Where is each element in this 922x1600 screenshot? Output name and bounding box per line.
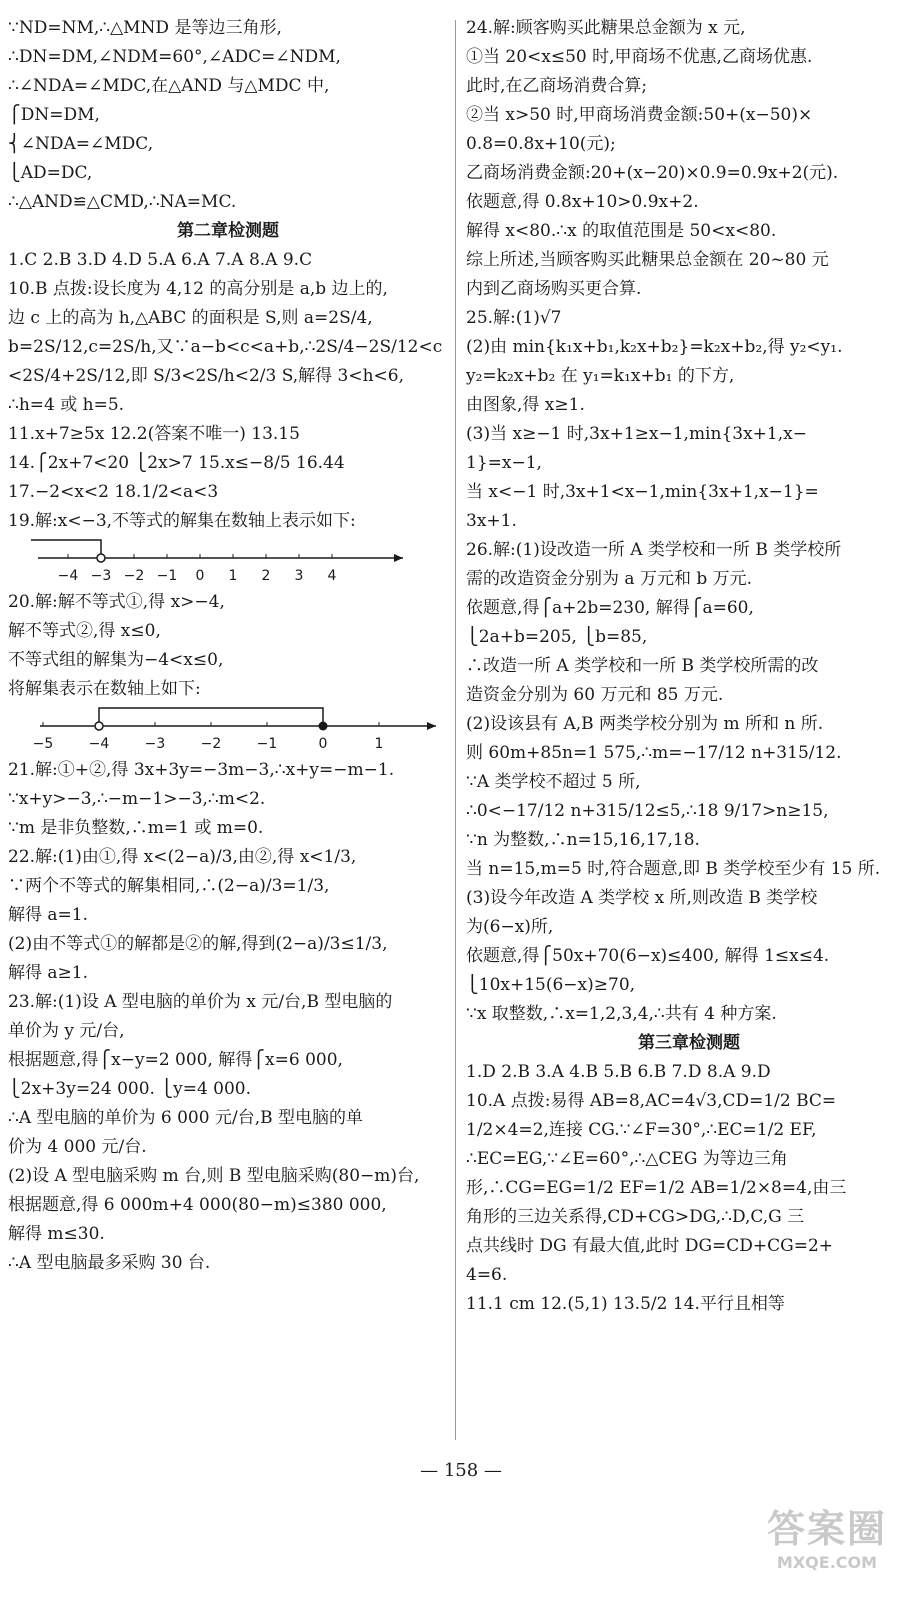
watermark-logo [742, 1498, 912, 1588]
text-line: 1.D 2.B 3.A 4.B 5.B 6.B 7.D 8.A 9.D [466, 1062, 771, 1082]
text-line: (2)由 min{k₁x+b₁,k₂x+b₂}=k₂x+b₂,得 y₂<y₁. [466, 337, 843, 357]
watermark-logo-text: 答案圈 [766, 1507, 887, 1551]
text-line: ⎩2x+3y=24 000. ⎩y=4 000. [8, 1079, 252, 1099]
chapter3-heading: 第三章检测题 [638, 1033, 740, 1053]
text-line: (2)由不等式①的解都是②的解,得到(2−a)/3≤1/3, [8, 934, 388, 954]
text-line: ⎩2a+b=205, ⎩b=85, [466, 627, 648, 647]
text-line: 依题意,得⎧a+2b=230, 解得⎧a=60, [466, 598, 754, 618]
text-line: 11.1 cm 12.(5,1) 13.5/2 14.平行且相等 [466, 1294, 785, 1314]
text-line: ∴A 型电脑最多采购 30 台. [8, 1253, 211, 1273]
text-line: ⎩10x+15(6−x)≥70, [466, 975, 636, 995]
text-line: 根据题意,得⎧x−y=2 000, 解得⎧x=6 000, [8, 1050, 343, 1070]
text-line: ②当 x>50 时,甲商场消费金额:50+(x−50)× [466, 105, 813, 125]
text-line: 24.解:顾客购买此糖果总金额为 x 元, [466, 18, 746, 38]
tick-label: 0 [318, 736, 328, 752]
text-line: ∴改造一所 A 类学校和一所 B 类学校所需的改 [466, 656, 819, 676]
text-line: 内到乙商场购买更合算. [466, 279, 642, 299]
text-line: 26.解:(1)设改造一所 A 类学校和一所 B 类学校所 [466, 540, 842, 560]
text-line: 由图象,得 x≥1. [466, 395, 585, 415]
tick-label: 1 [228, 568, 238, 584]
text-line: 23.解:(1)设 A 型电脑的单价为 x 元/台,B 型电脑的 [8, 992, 393, 1012]
text-line: 4=6. [466, 1265, 508, 1285]
number-line-2 [8, 704, 448, 756]
text-line: 综上所述,当顾客购买此糖果总金额在 20~80 元 [466, 250, 829, 270]
text-line: (2)设 A 型电脑采购 m 台,则 B 型电脑采购(80−m)台, [8, 1166, 420, 1186]
solution-bracket [31, 540, 101, 558]
chapter2-heading: 第二章检测题 [177, 221, 279, 241]
text-line: 14.⎧2x+7<20 ⎩2x>7 15.x≤−8/5 16.44 [8, 453, 345, 473]
text-line: y₂=k₂x+b₂ 在 y₁=k₁x+b₁ 的下方, [466, 366, 735, 386]
text-line: 乙商场消费金额:20+(x−20)×0.9=0.9x+2(元). [466, 163, 839, 183]
text-line: ∴h=4 或 h=5. [8, 395, 125, 415]
text-line: 角形的三边关系得,CD+CG>DG,∴D,C,G 三 [466, 1207, 805, 1227]
text-line: (3)设今年改造 A 类学校 x 所,则改造 B 类学校 [466, 888, 818, 908]
text-line: 解得 a≥1. [8, 963, 89, 983]
text-line: 17.−2<x<2 18.1/2<a<3 [8, 482, 219, 502]
text-line: 解不等式②,得 x≤0, [8, 621, 161, 641]
text-line: 边 c 上的高为 h,△ABC 的面积是 S,则 a=2S/4, [8, 308, 373, 328]
text-line: ∵A 类学校不超过 5 所, [466, 772, 641, 792]
text-line: ∴DN=DM,∠NDM=60°,∠ADC=∠NDM, [8, 47, 341, 67]
axis-arrow [394, 554, 403, 562]
text-line: 将解集表示在数轴上如下: [8, 679, 201, 699]
text-line: 0.8=0.8x+10(元); [466, 134, 616, 154]
tick-label: 3 [294, 568, 304, 584]
left-column [8, 14, 448, 1278]
tick-label: −1 [156, 568, 178, 584]
text-line: 1.C 2.B 3.D 4.D 5.A 6.A 7.A 8.A 9.C [8, 250, 313, 270]
text-line: ∴∠NDA=∠MDC,在△AND 与△MDC 中, [8, 76, 330, 96]
text-line: ∴EC=EG,∵∠E=60°,∴△CEG 为等边三角 [466, 1149, 788, 1169]
tick-label: −2 [123, 568, 145, 584]
text-line: 解得 m≤30. [8, 1224, 105, 1244]
right-column [466, 14, 912, 1319]
text-line: ∵ND=NM,∴△MND 是等边三角形, [8, 18, 282, 38]
text-line: 则 60m+85n=1 575,∴m=−17/12 n+315/12. [466, 743, 842, 763]
tick-label: −5 [32, 736, 54, 752]
text-line: 价为 4 000 元/台. [8, 1137, 147, 1157]
text-line: 依题意,得⎧50x+70(6−x)≤400, 解得 1≤x≤4. [466, 946, 830, 966]
open-point [95, 722, 103, 730]
column-divider [455, 20, 456, 1440]
text-line: ⎩AD=DC, [8, 163, 93, 183]
text-line: 形,∴CG=EG=1/2 EF=1/2 AB=1/2×8=4,由三 [466, 1178, 847, 1198]
text-line: ∵m 是非负整数,∴m=1 或 m=0. [8, 818, 264, 838]
text-line: ①当 20<x≤50 时,甲商场不优惠,乙商场优惠. [466, 47, 813, 67]
tick-label: 0 [195, 568, 205, 584]
text-line: ⎧DN=DM, [8, 105, 100, 125]
text-line: ∵两个不等式的解集相同,∴(2−a)/3=1/3, [8, 876, 330, 896]
text-line: 解得 x<80.∴x 的取值范围是 50<x<80. [466, 221, 777, 241]
text-line: 造资金分别为 60 万元和 85 万元. [466, 685, 724, 705]
text-line: 20.解:解不等式①,得 x>−4, [8, 592, 225, 612]
text-line: <2S/4+2S/12,即 S/3<2S/h<2/3 S,解得 3<h<6, [8, 366, 405, 386]
text-line: (2)设该县有 A,B 两类学校分别为 m 所和 n 所. [466, 714, 824, 734]
text-line: 1/2×4=2,连接 CG.∵∠F=30°,∴EC=1/2 EF, [466, 1120, 817, 1140]
text-line: 10.A 点拨:易得 AB=8,AC=4√3,CD=1/2 BC= [466, 1091, 837, 1111]
text-line: 当 n=15,m=5 时,符合题意,即 B 类学校至少有 15 所. [466, 859, 881, 879]
text-line: ∵n 为整数,∴n=15,16,17,18. [466, 830, 700, 850]
text-line: ∵x 取整数,∴x=1,2,3,4,∴共有 4 种方案. [466, 1004, 777, 1024]
text-line: 3x+1. [466, 511, 517, 531]
text-line: 不等式组的解集为−4<x≤0, [8, 650, 224, 670]
text-line: ∴A 型电脑的单价为 6 000 元/台,B 型电脑的单 [8, 1108, 363, 1128]
text-line: 25.解:(1)√7 [466, 308, 562, 328]
tick-label: −3 [90, 568, 112, 584]
text-line: ⎨∠NDA=∠MDC, [8, 134, 154, 154]
text-line: 为(6−x)所, [466, 917, 554, 937]
open-point [97, 554, 105, 562]
text-line: ∵x+y>−3,∴−m−1>−3,∴m<2. [8, 789, 266, 809]
closed-point [319, 722, 328, 731]
tick-label: −3 [144, 736, 166, 752]
tick-label: −4 [88, 736, 110, 752]
text-line: 22.解:(1)由①,得 x<(2−a)/3,由②,得 x<1/3, [8, 847, 357, 867]
text-line: 19.解:x<−3,不等式的解集在数轴上表示如下: [8, 511, 356, 531]
watermark-url: MXQE.COM [776, 1553, 878, 1572]
text-line: 此时,在乙商场消费合算; [466, 76, 648, 96]
text-line: 需的改造资金分别为 a 万元和 b 万元. [466, 569, 753, 589]
text-line: 根据题意,得 6 000m+4 000(80−m)≤380 000, [8, 1195, 387, 1215]
tick-label: 2 [261, 568, 271, 584]
number-line-1 [8, 536, 448, 588]
text-line: 单价为 y 元/台, [8, 1021, 125, 1041]
text-line: 1}=x−1, [466, 453, 542, 473]
tick-label: −2 [200, 736, 222, 752]
text-line: ∴△AND≌△CMD,∴NA=MC. [8, 192, 237, 212]
text-line: b=2S/12,c=2S/h,又∵a−b<c<a+b,∴2S/4−2S/12<c [8, 337, 443, 357]
axis-arrow [427, 722, 436, 730]
text-line: 10.B 点拨:设长度为 4,12 的高分别是 a,b 边上的, [8, 279, 388, 299]
tick-label: −1 [256, 736, 278, 752]
text-line: 点共线时 DG 有最大值,此时 DG=CD+CG=2+ [466, 1236, 834, 1256]
tick-label: 1 [374, 736, 384, 752]
page-number: — 158 — [420, 1460, 502, 1481]
text-line: 解得 a=1. [8, 905, 89, 925]
tick-label: 4 [327, 568, 337, 584]
text-line: 当 x<−1 时,3x+1<x−1,min{3x+1,x−1}= [466, 482, 819, 502]
text-line: ∴0<−17/12 n+315/12≤5,∴18 9/17>n≥15, [466, 801, 829, 821]
text-line: 依题意,得 0.8x+10>0.9x+2. [466, 192, 699, 212]
text-line: 11.x+7≥5x 12.2(答案不唯一) 13.15 [8, 424, 300, 444]
text-line: 21.解:①+②,得 3x+3y=−3m−3,∴x+y=−m−1. [8, 760, 395, 780]
tick-label: −4 [57, 568, 79, 584]
text-line: (3)当 x≥−1 时,3x+1≥x−1,min{3x+1,x− [466, 424, 807, 444]
